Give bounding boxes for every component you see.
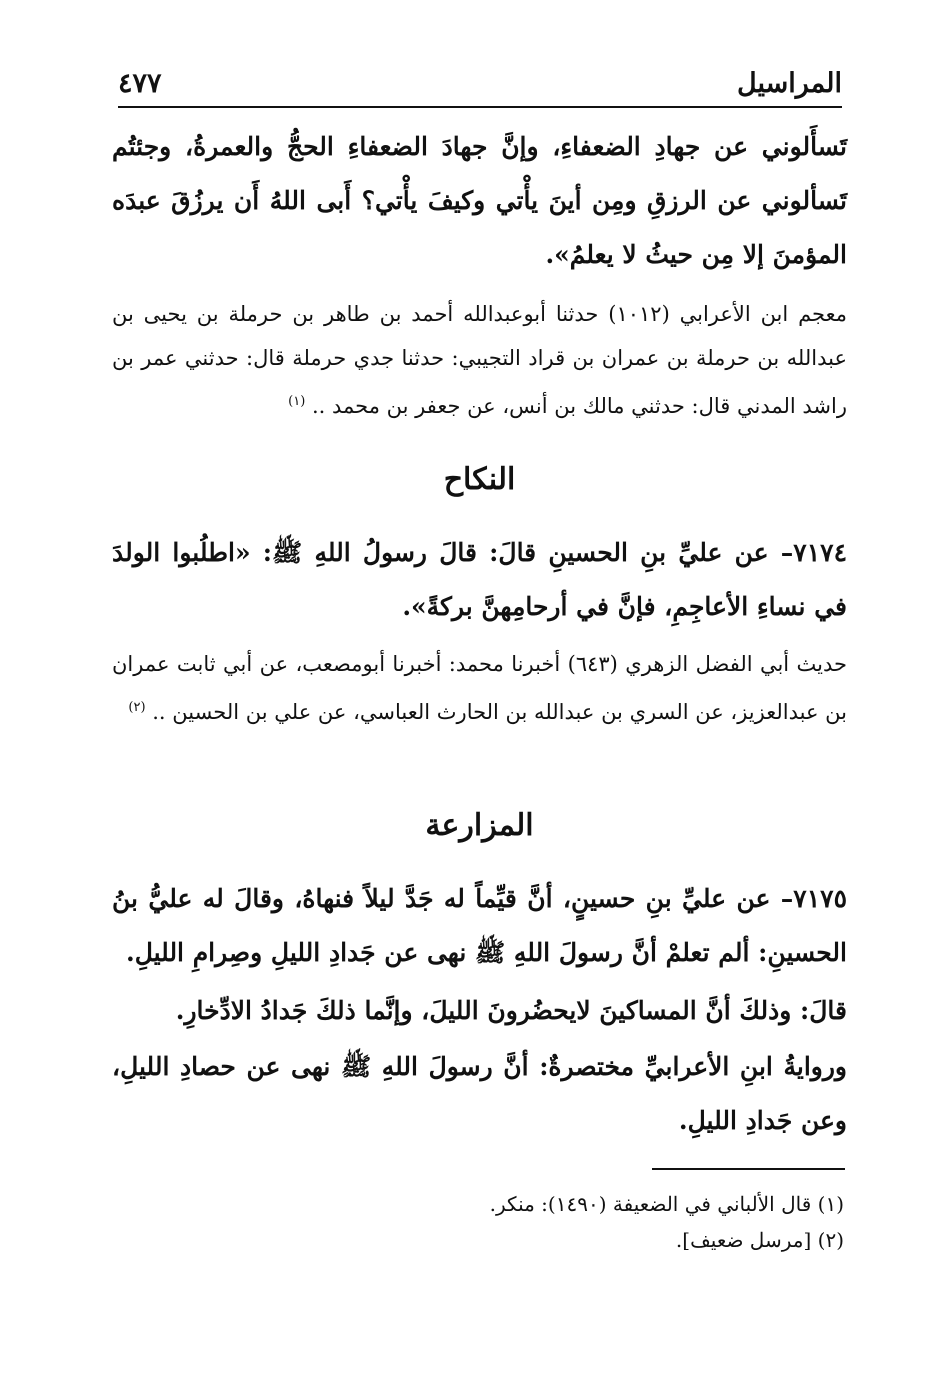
page-number: ٤٧٧ [118,68,162,99]
hadith-7175: ٧١٧٥– عن عليِّ بنِ حسينٍ، أنَّ قيِّماً له جَدَّ ليلاً فنهاهُ، وقالَ له عليُّ بنُ الحسينِ: ألم تعلمْ أنَّ رسولَ اللهِ ﷺ نهى عن جَدادِ الليلِ وصِرامِ الليلِ. [112,884,847,967]
hadith-7174: ٧١٧٤– عن عليِّ بنِ الحسينِ قالَ: قالَ رسولُ اللهِ ﷺ: «اطلُبوا الولدَ في نساءِ الأعاجِمِ، فإنَّ في أرحامِهنَّ بركةً». [112,538,847,621]
section-heading-muzaraa: المزارعة [425,808,534,843]
section-heading-nikah: النكاح [443,462,516,497]
ibn-arabi-narration: وروايةُ ابنِ الأعرابيِّ مختصرةٌ: أنَّ رسولَ اللهِ ﷺ نهى عن حصادِ الليلِ، وعن جَدادِ الليلِ. [112,1052,847,1135]
page-header [118,64,842,108]
footnote-1: (١) قال الألباني في الضعيفة (١٤٩٠): منكر. [489,1192,844,1216]
source-citation-1 [112,292,847,428]
footnote-ref-2: (٢) [128,700,146,715]
source-citation-2-text: حديث أبي الفضل الزهري (٦٤٣) أخبرنا محمد: أخبرنا أبومصعب، عن أبي ثابت عمران بن عبدالعزيز، عن السري بن عبدالله بن الحارث العباسي، عن علي بن الحسين .. [112,652,847,724]
running-title: المراسيل [737,68,842,99]
source-citation-2 [112,642,847,734]
footnote-2: (٢) [مرسل ضعيف]. [675,1228,844,1252]
hadith-7175-explanation: قالَ: وذلكَ أنَّ المساكينَ لايحضُرونَ الليلَ، وإنَّما ذلكَ جَدادُ الادِّخارِ. [175,996,847,1025]
source-citation-1-text: معجم ابن الأعرابي (١٠١٢) حدثنا أبوعبدالله أحمد بن طاهر بن حرملة بن يحيى بن عبدالله بن حرملة بن عمران بن قراد التجيبي: حدثنا جدي حرملة قال: حدثني عمر بن راشد المدني قال: حدثني مالك بن أنس، عن جعفر بن محمد .. [112,302,847,418]
footnote-divider [652,1168,845,1170]
footnote-ref-1: (١) [288,394,306,409]
hadith-continuation: تَسأَلوني عن جهادِ الضعفاءِ، وإنَّ جهادَ الضعفاءِ الحجُّ والعمرةُ، وجئتُم تَسألوني عن الرزقِ ومِن أينَ يأْتي وكيفَ يأْتي؟ أَبى اللهُ أَن يرزُقَ عبدَه المؤمنَ إلا مِن حيثُ لا يعلمُ». [112,132,847,269]
